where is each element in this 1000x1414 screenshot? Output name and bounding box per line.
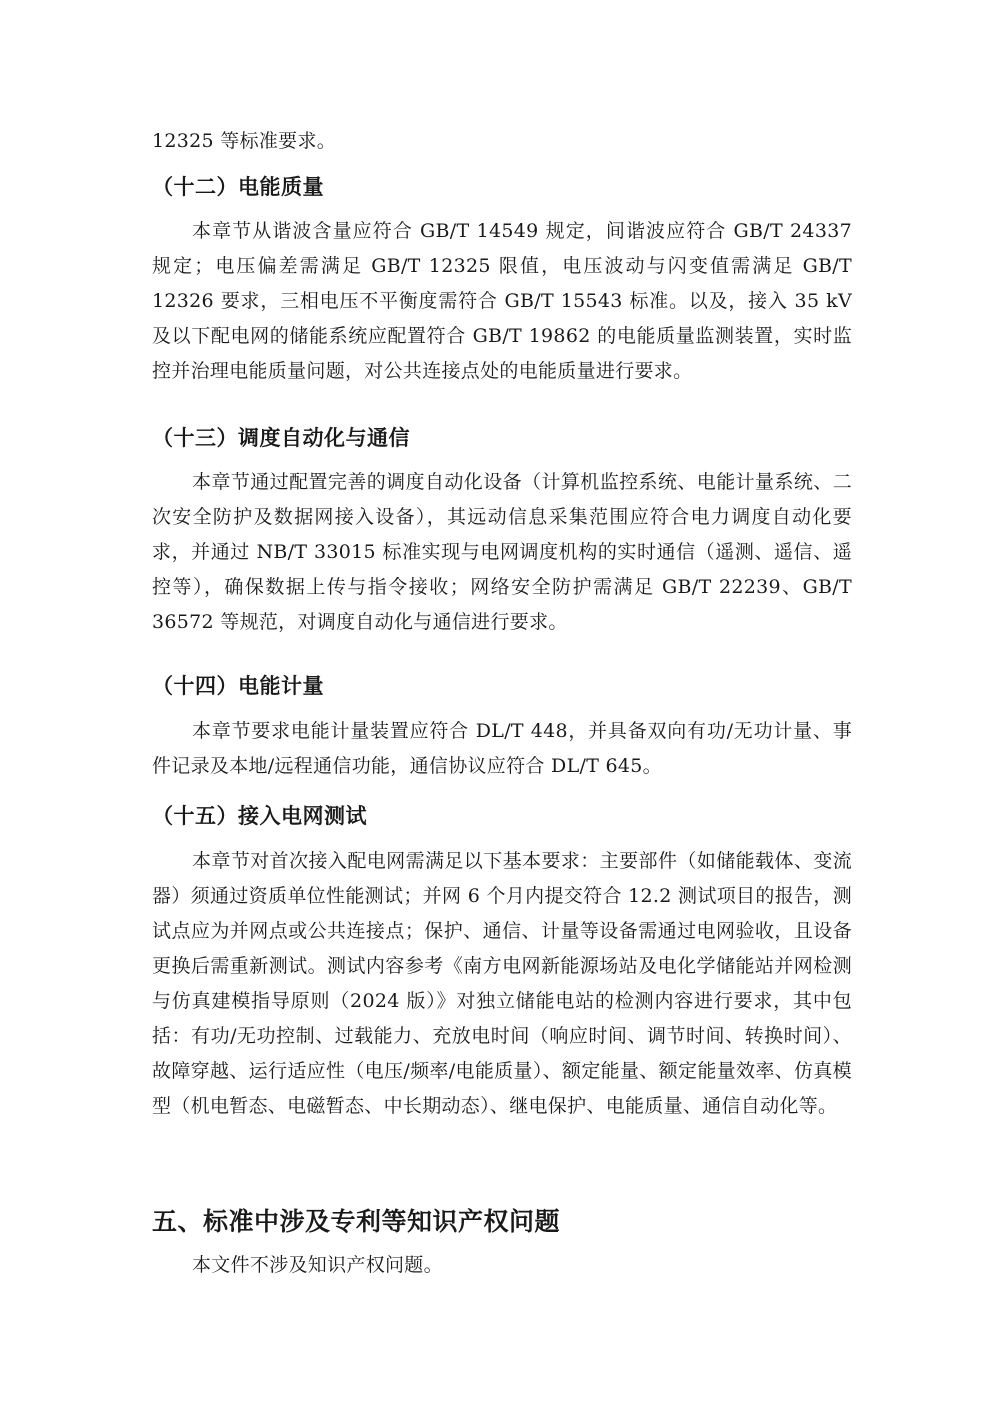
chapter-5-body: 本文件不涉及知识产权问题。 — [192, 1254, 443, 1276]
section-13-heading: （十三）调度自动化与通信 — [152, 426, 410, 450]
section-15-body: 本章节对首次接入配电网需满足以下基本要求：主要部件（如储能载体、变流器）须通过资质单位性能测试；并网 6 个月内提交符合 12.2 测试项目的报告，测试点应为并网点或公共连接点；保护、通信、计量等设备需通过电网验收，且设备更换后需重新测试。测试内容参考《南方电网新能源场站及电化学储能站并网检测与仿真建模指导原则（2024 版）》对独立储能电站的检测内容进行要求，其中包括：有功/无功控制、过载能力、充放电时间（响应时间、调节时间、转换时间）、故障穿越、运行适应性（电压/频率/电能质量）、额定能量、额定能量效率、仿真模型（机电暂态、电磁暂态、中长期动态）、继电保护、电能质量、通信自动化等。 — [152, 850, 852, 1117]
section-12-heading: （十二）电能质量 — [152, 175, 324, 199]
section-14-body: 本章节要求电能计量装置应符合 DL/T 448，并具备双向有功/无功计量、事件记录及本地/远程通信功能，通信协议应符合 DL/T 645。 — [152, 720, 852, 777]
section-14-heading: （十四）电能计量 — [152, 674, 324, 698]
chapter-5-heading: 五、标准中涉及专利等知识产权问题 — [152, 1207, 561, 1236]
section-15-heading: （十五）接入电网测试 — [152, 804, 367, 828]
continuation-paragraph: 12325 等标准要求。 — [152, 130, 337, 152]
section-12-body: 本章节从谐波含量应符合 GB/T 14549 规定，间谐波应符合 GB/T 24337 规定；电压偏差需满足 GB/T 12325 限值，电压波动与闪变值需满足 GB/T 12326 要求，三相电压不平衡度需符合 GB/T 15543 标准。以及，接入 35 kV 及以下配电网的储能系统应配置符合 GB/T 19862 的电能质量监测装置，实时监控并治理电能质量问题，对公共连接点处的电能质量进行要求。 — [152, 220, 852, 382]
section-13-body: 本章节通过配置完善的调度自动化设备（计算机监控系统、电能计量系统、二次安全防护及数据网接入设备），其远动信息采集范围应符合电力调度自动化要求，并通过 NB/T 33015 标准实现与电网调度机构的实时通信（遥测、遥信、遥控等），确保数据上传与指令接收；网络安全防护需满足 GB/T 22239、GB/T 36572 等规范，对调度自动化与通信进行要求。 — [152, 471, 852, 633]
